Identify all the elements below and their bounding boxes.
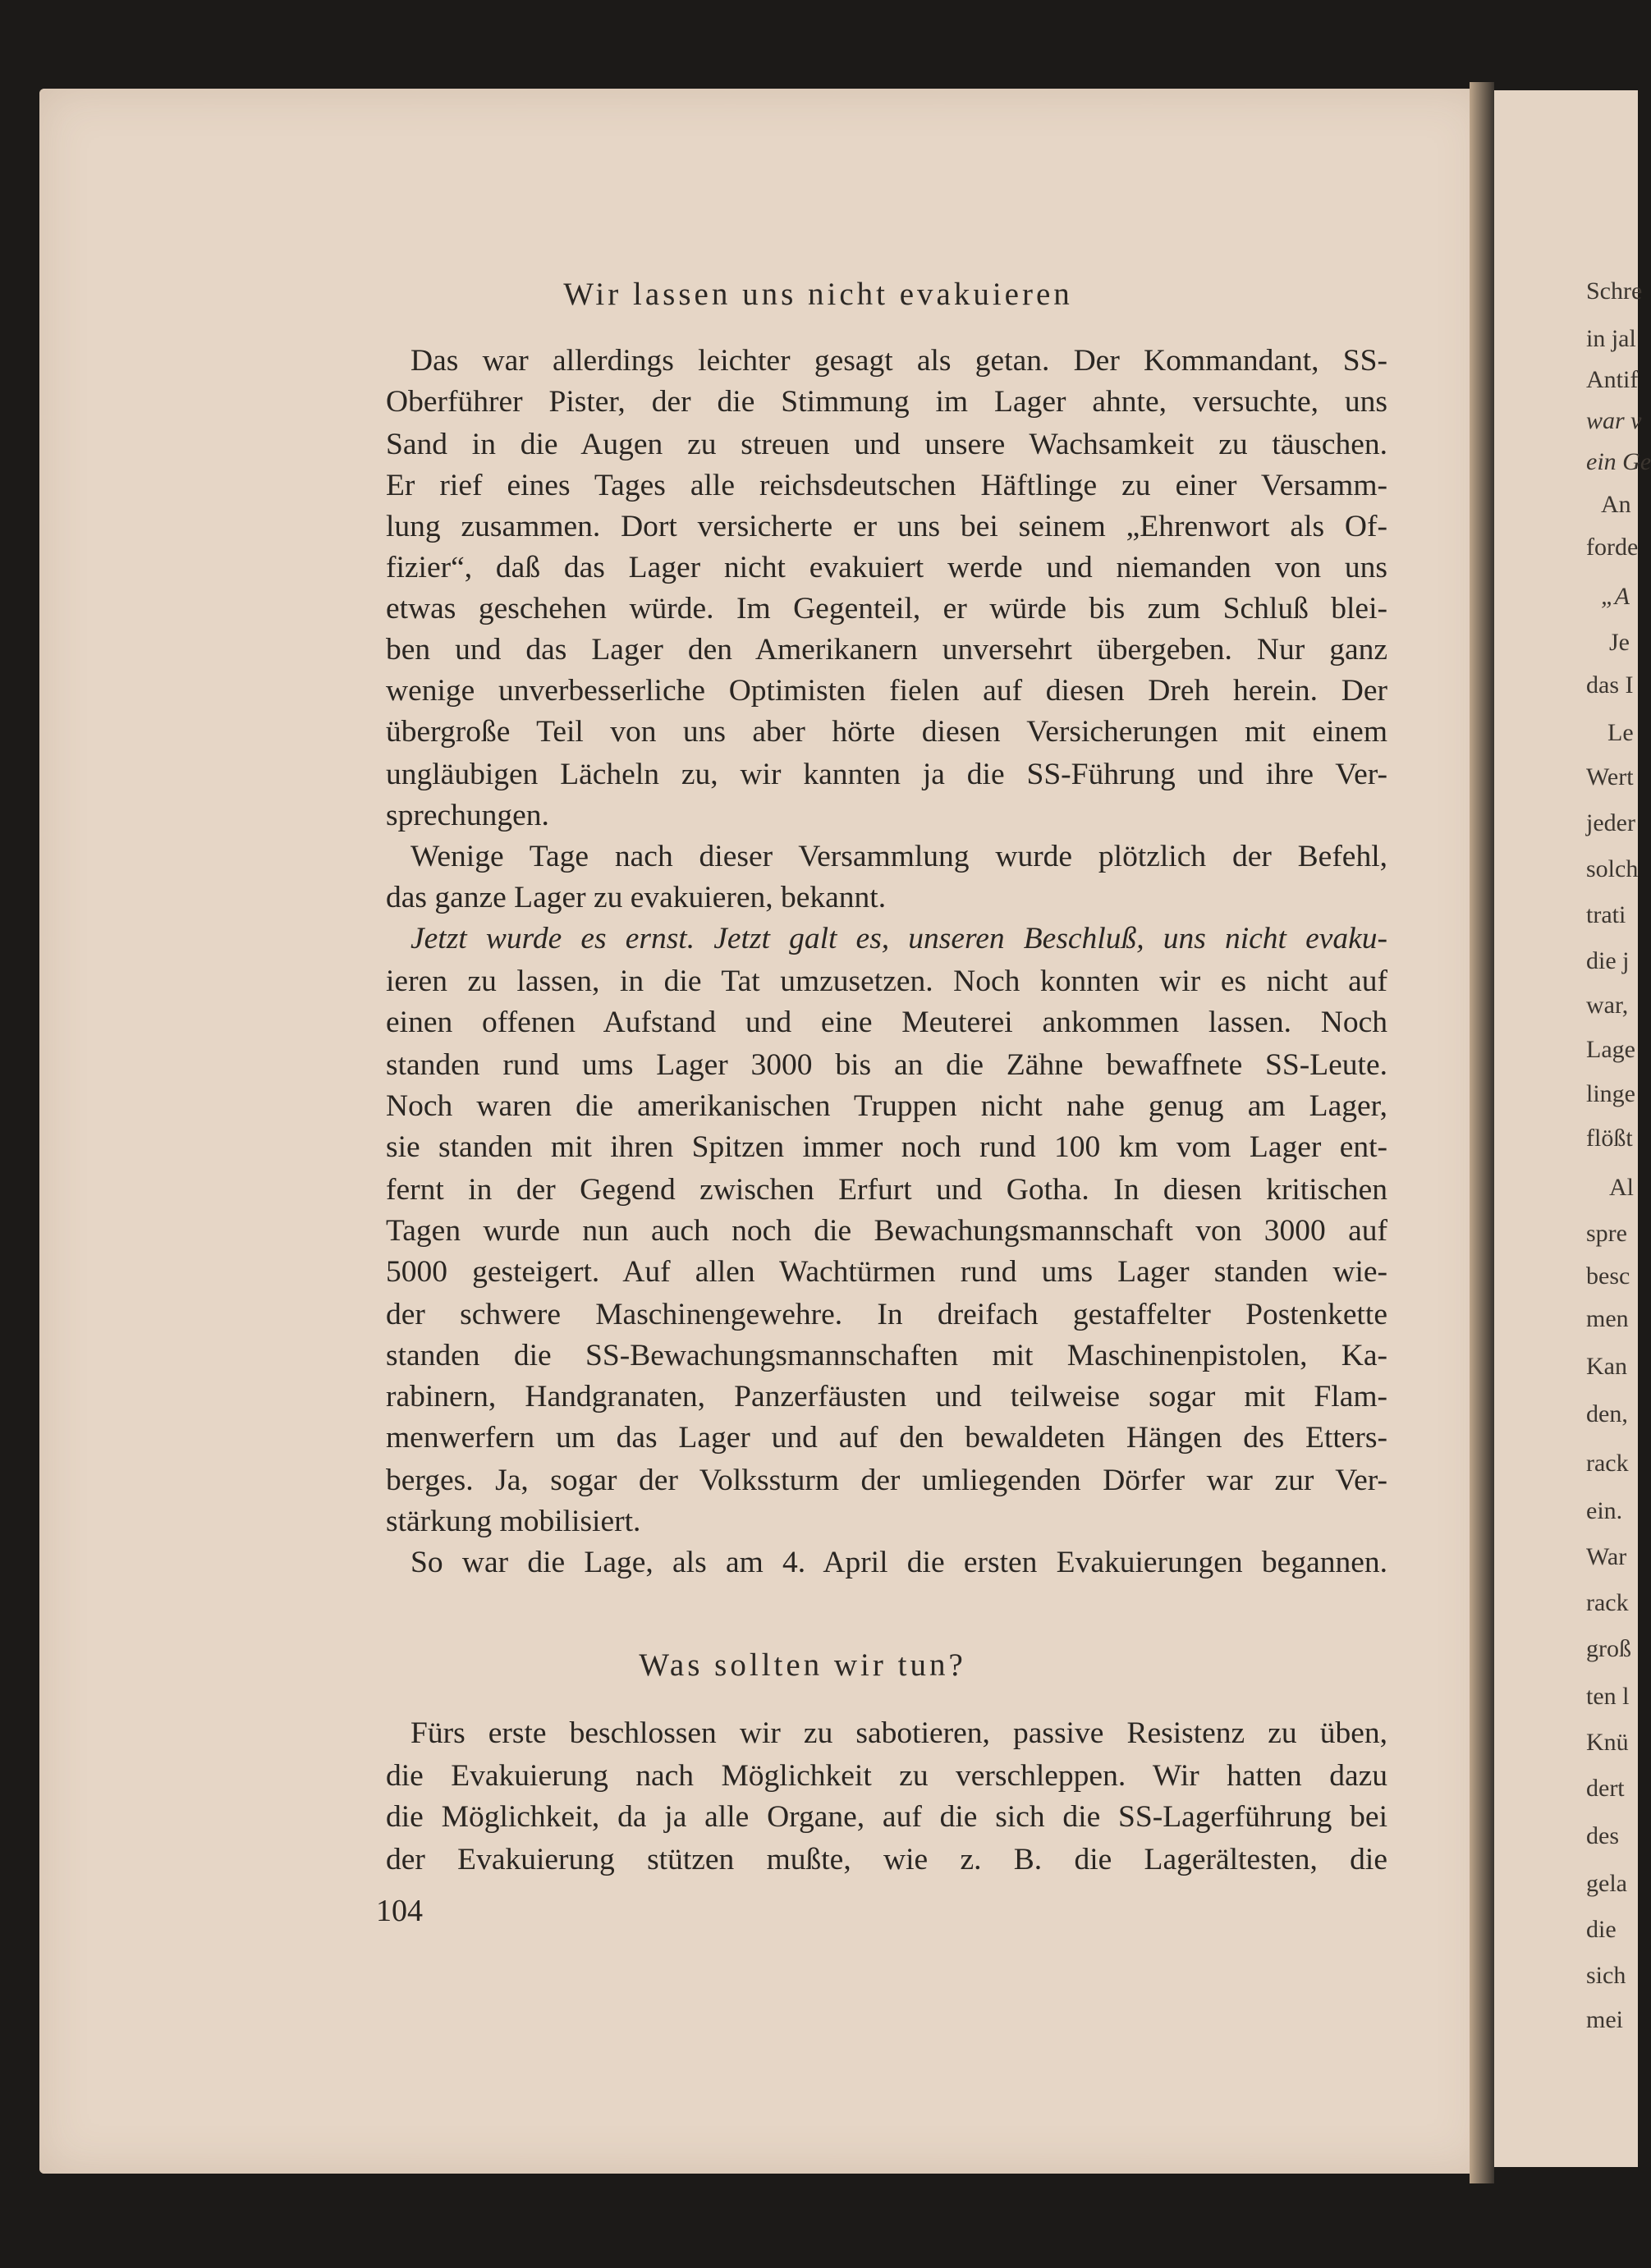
next-page-line: in jal [1586, 325, 1636, 352]
next-page-line: sich [1586, 1962, 1626, 1989]
next-page-line: Lage [1586, 1036, 1635, 1063]
body-line: sie standen mit ihren Spitzen immer noch rund 100 km vom Lager ent- [386, 1130, 1387, 1164]
body-line: lung zusammen. Dort versicherte er uns bei seinem „Ehrenwort als Of- [386, 510, 1387, 543]
next-page-line: War [1586, 1543, 1627, 1570]
next-page-line: solch [1586, 855, 1639, 882]
next-page-line: Wert [1586, 763, 1634, 790]
body-line: stärkung mobilisiert. [386, 1505, 641, 1538]
body-line: sprechungen. [386, 799, 549, 832]
section-heading-evakuieren: Wir lassen uns nicht evakuieren [563, 277, 1073, 312]
next-page-line: forde [1586, 534, 1639, 561]
next-page-line: rack [1586, 1450, 1629, 1477]
body-line: etwas geschehen würde. Im Gegenteil, er würde bis zum Schluß blei- [386, 592, 1387, 625]
next-page-line: ein. [1586, 1497, 1623, 1524]
body-line: Tagen wurde nun auch noch die Bewachungsmannschaft von 3000 auf [386, 1214, 1387, 1248]
next-page-line: Je [1609, 629, 1630, 656]
body-line: fernt in der Gegend zwischen Erfurt und Gotha. In diesen kritischen [386, 1173, 1387, 1207]
next-page-line: Le [1607, 719, 1634, 746]
body-line: Sand in die Augen zu streuen und unsere Wachsamkeit zu täuschen. [386, 428, 1387, 461]
next-page-line: rack [1586, 1589, 1629, 1616]
body-line: Oberführer Pister, der die Stimmung im Lager ahnte, versuchte, uns [386, 385, 1387, 419]
body-line: ungläubigen Lächeln zu, wir kannten ja die SS-Führung und ihre Ver- [386, 758, 1387, 791]
body-line: standen die SS-Bewachungsmannschaften mit Maschinenpistolen, Ka- [386, 1339, 1387, 1372]
next-page-line: Schre [1586, 277, 1643, 305]
next-page-line: dert [1586, 1775, 1625, 1802]
body-line: Das war allerdings leichter gesagt als getan. Der Kommandant, SS- [410, 344, 1387, 378]
body-line-italic: Jetzt wurde es ernst. Jetzt galt es, unseren Beschluß, uns nicht evaku- [410, 922, 1387, 955]
body-line: der schwere Maschinengewehre. In dreifach gestaffelter Postenkette [386, 1298, 1387, 1331]
next-page-line: Knü [1586, 1729, 1629, 1756]
body-line: das ganze Lager zu evakuieren, bekannt. [386, 881, 887, 914]
body-line: Wenige Tage nach dieser Versammlung wurde plötzlich der Befehl, [410, 840, 1387, 873]
book-gutter [1470, 82, 1494, 2183]
next-page-line: jeder [1586, 809, 1635, 836]
body-line: 5000 gesteigert. Auf allen Wachtürmen rund ums Lager standen wie- [386, 1255, 1387, 1289]
next-page-line: gela [1586, 1870, 1627, 1897]
section-heading-was-tun: Was sollten wir tun? [639, 1647, 966, 1683]
body-line: fizier“, daß das Lager nicht evakuiert werde und niemanden von uns [386, 551, 1387, 584]
next-page-line: das I [1586, 671, 1634, 699]
next-page-fragment [1494, 90, 1651, 2167]
body-line: ben und das Lager den Amerikanern unversehrt übergeben. Nur ganz [386, 633, 1387, 667]
body-line: übergroße Teil von uns aber hörte diesen Versicherungen mit einem [386, 715, 1387, 749]
next-page-line: „A [1601, 583, 1630, 610]
next-page-line: besc [1586, 1262, 1630, 1290]
next-page-line: flößt [1586, 1125, 1633, 1152]
next-page-line: groß [1586, 1635, 1631, 1662]
next-page-line: linge [1586, 1080, 1635, 1107]
body-line: die Möglichkeit, da ja alle Organe, auf die sich die SS-Lagerführung bei [386, 1800, 1387, 1834]
next-page-line: des [1586, 1822, 1619, 1849]
body-line: einen offenen Aufstand und eine Meuterei ankommen lassen. Noch [386, 1006, 1387, 1039]
body-line: menwerfern um das Lager und auf den bewaldeten Hängen des Etters- [386, 1421, 1387, 1455]
next-page-line: war v [1586, 407, 1642, 434]
body-line: berges. Ja, sogar der Volkssturm der umliegenden Dörfer war zur Ver- [386, 1464, 1387, 1497]
body-line: rabinern, Handgranaten, Panzerfäusten und teilweise sogar mit Flam- [386, 1380, 1387, 1413]
next-page-line: war, [1586, 992, 1629, 1019]
body-line: Er rief eines Tages alle reichsdeutschen Häftlinge zu einer Versamm- [386, 469, 1387, 502]
next-page-line: trati [1586, 901, 1626, 928]
body-line: So war die Lage, als am 4. April die ersten Evakuierungen begannen. [410, 1546, 1387, 1579]
body-line: ieren zu lassen, in die Tat umzusetzen. Noch konnten wir es nicht auf [386, 964, 1387, 998]
body-line: wenige unverbesserliche Optimisten fielen auf diesen Dreh herein. Der [386, 674, 1387, 708]
next-page-line: An [1601, 491, 1631, 518]
next-page-line: men [1586, 1305, 1629, 1332]
next-page-line: spre [1586, 1220, 1627, 1247]
next-page-line: Kan [1586, 1353, 1627, 1380]
next-page-line: die j [1586, 947, 1630, 974]
next-page-line: ten l [1586, 1683, 1630, 1710]
next-page-line: die [1586, 1916, 1617, 1943]
body-line: Noch waren die amerikanischen Truppen nicht nahe genug am Lager, [386, 1089, 1387, 1123]
page-number: 104 [376, 1894, 423, 1928]
body-line: standen rund ums Lager 3000 bis an die Zähne bewaffnete SS-Leute. [386, 1048, 1387, 1082]
body-line: die Evakuierung nach Möglichkeit zu verschleppen. Wir hatten dazu [386, 1759, 1387, 1793]
next-page-line: Antif [1586, 366, 1639, 393]
next-page-line: Al [1609, 1174, 1634, 1201]
body-line: Fürs erste beschlossen wir zu sabotieren, passive Resistenz zu üben, [410, 1716, 1387, 1750]
next-page-line: ein Ge [1586, 448, 1651, 475]
next-page-line: mei [1586, 2006, 1623, 2033]
next-page-line: den, [1586, 1400, 1628, 1427]
body-line: der Evakuierung stützen mußte, wie z. B. die Lagerältesten, die [386, 1843, 1387, 1876]
